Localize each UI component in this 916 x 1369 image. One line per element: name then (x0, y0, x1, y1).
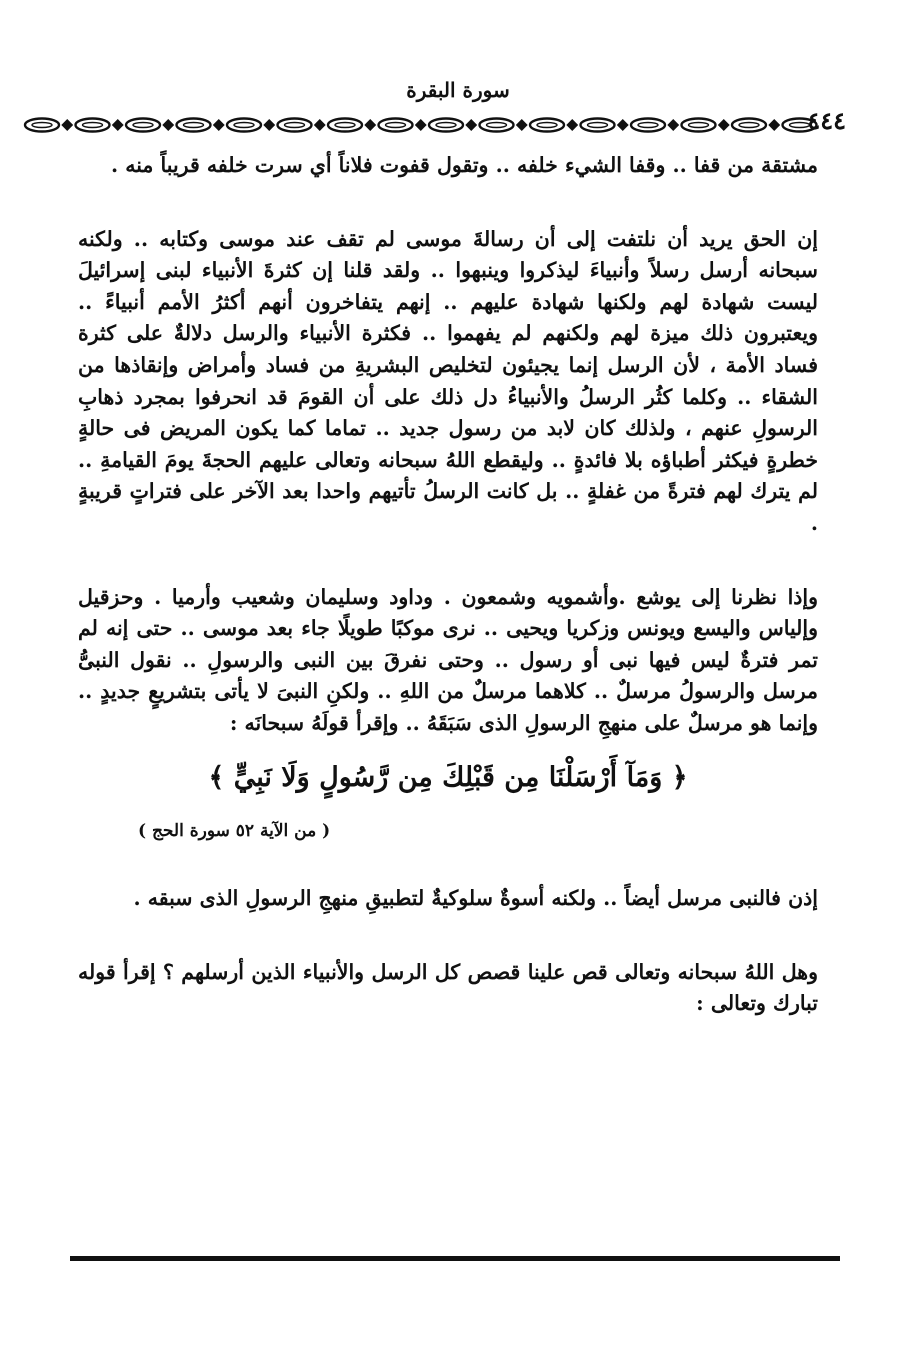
paragraph: وإذا نظرنا إلى يوشع .وأشمويه وشمعون . وداود وسليمان وشعيب وأرميا . وحزقيل وإلياس واليسع ويونس وزكريا ويحيى .. نرى موكبًا طويلًا جاء بعد موسى .. حتى إنه لم تمر فترةٌ ليس فيها نبى أو رسول .. وحتى نفرقَ بين النبى والرسولِ .. نقول النبىُّ مرسل والرسولُ مرسلٌ .. كلاهما مرسلٌ من اللهِ .. ولكنِ النبىَ لا يأتى بتشريعٍ جديدٍ .. وإنما هو مرسلٌ على منهجِ الرسولِ الذى سَبَقَهُ .. وإقرأ قولَهُ سبحانَه : (78, 584, 818, 735)
surah-title: سورة البقرة (406, 78, 510, 102)
verse-reference: ( من الآية ٥٢ سورة الحج ) (138, 820, 331, 841)
footer-rule (70, 1256, 840, 1261)
page-body (78, 150, 818, 1062)
paragraph: إذن فالنبى مرسل أيضاً .. ولكنه أسوةٌ سلوكيةٌ لتطبيقِ منهجِ الرسولِ الذى سبقه . (133, 886, 818, 911)
page-number: ٤٤٤ (807, 106, 846, 135)
ornamental-border (22, 114, 830, 136)
paragraph: مشتقة من قفا .. وقفا الشيء خلفه .. وتقول قفوت فلاناً أي سرت خلفه قريباً منه . (110, 153, 818, 177)
quran-verse: ﴿ وَمَآ أَرْسَلْنَا مِن قَبْلِكَ مِن رَّسُولٍ وَلَا نَبِيٍّ ﴾ (208, 761, 688, 793)
paragraph: وهل اللهُ سبحانه وتعالى قص علينا قصص كل الرسل والأنبياء الذين أرسلهم ؟ إقرأ قوله تبارك وتعالى : (78, 959, 818, 1016)
paragraph: إن الحق يريد أن نلتفت إلى أن رسالةَ موسى لم تقف عند موسى وكتابه .. ولكنه سبحانه أرسل رسلاً وأنبياءَ ليذكروا وينبهوا .. ولقد قلنا إن كثرةَ الأنبياء لبنى إسرائيلَ ليست شهادة لهم ولكنها شهادة عليهم .. إنهم يتفاخرون أنهم أكثرُ الأمم أنبياءً .. ويعتبرون ذلك ميزة لهم ولكنهم لم يفهموا .. فكثرة الأنبياء والرسل دلالةٌ على كثرة فساد الأمة ، لأن الرسل إنما يجيئون لتخليص البشريةِ من فساد وأمراض وإنقاذها من الشقاء .. وكلما كثُر الرسلُ والأنبياءُ دل ذلك على أن القومَ قد انحرفوا بمجرد ذهابِ الرسولِ عنهم ، ولذلك كان لابد من رسول جديد .. تماما كما يكون المريض فى حالةٍ خطرةٍ فيكثر أطباؤه بلا فائدةٍ .. وليقطع اللهُ سبحانه وتعالى عليهم الحجةَ يومَ القيامةِ .. لم يترك لهم فترةً من غفلةٍ .. بل كانت الرسلُ تأتيهم واحدا بعد الآخر على فتراتٍ قريبةٍ . (78, 226, 818, 535)
